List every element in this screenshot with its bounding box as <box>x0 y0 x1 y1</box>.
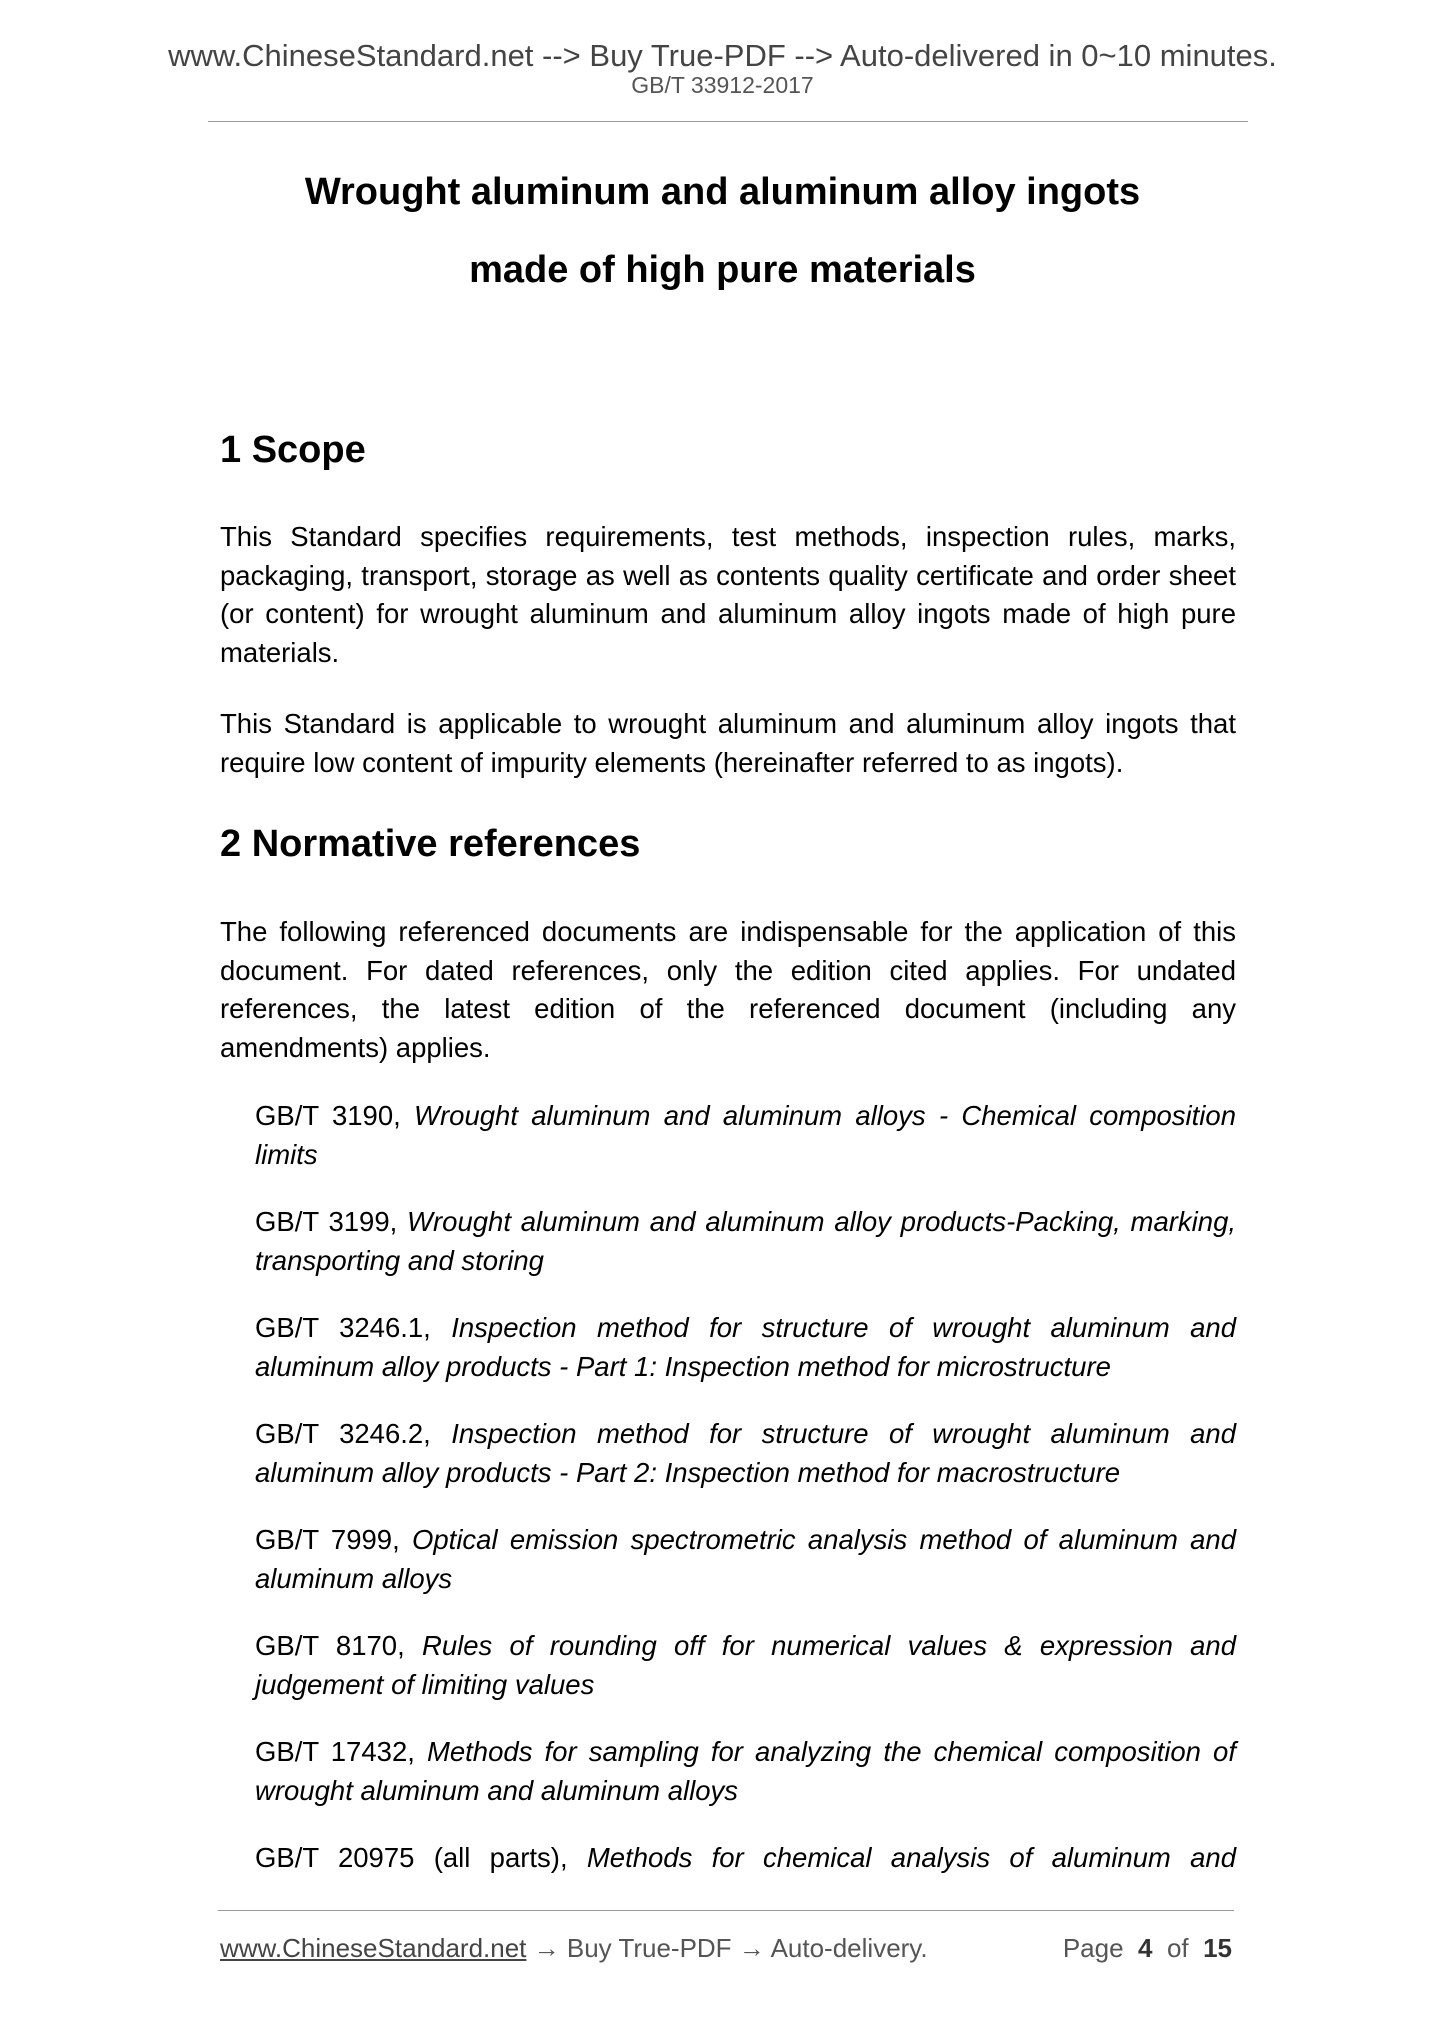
reference-code: GB/T 8170, <box>255 1630 405 1661</box>
reference-title: Wrought aluminum and aluminum alloy products-Packing, marking, transporting and storing <box>255 1206 1236 1276</box>
reference-title: Rules of rounding off for numerical values & expression and judgement of limiting values <box>255 1630 1237 1700</box>
reference-code: GB/T 17432, <box>255 1736 415 1767</box>
reference-code: GB/T 20975 (all parts), <box>255 1842 568 1873</box>
reference-code: GB/T 3199, <box>255 1206 398 1237</box>
reference-title: Methods for sampling for analyzing the chemical composition of wrought aluminum and aluminum alloys <box>255 1736 1236 1806</box>
reference-item <box>255 1733 1236 1810</box>
reference-code: GB/T 7999, <box>255 1524 400 1555</box>
reference-title: Methods for chemical analysis of aluminum and <box>586 1842 1236 1873</box>
header-divider <box>208 121 1248 122</box>
reference-title: Optical emission spectrometric analysis method of aluminum and aluminum alloys <box>255 1524 1236 1594</box>
scope-paragraph-1: This Standard specifies requirements, test methods, inspection rules, marks, packaging, transport, storage as well as contents quality certificate and order sheet (or content) for wrought aluminum and aluminum alloy ingots made of high pure materials. <box>220 521 1236 668</box>
section-heading-scope: 1 Scope <box>220 429 366 471</box>
document-title-line-2: made of high pure materials <box>469 249 976 291</box>
reference-title: Inspection method for structure of wrought aluminum and aluminum alloy products - Part 1: Inspection method for microstructure <box>255 1312 1236 1382</box>
footer-left <box>220 1932 928 1964</box>
section-heading-normative-references: 2 Normative references <box>220 823 641 865</box>
footer-tagline: → Buy True-PDF → Auto-delivery. <box>526 1933 928 1963</box>
reference-code: GB/T 3190, <box>255 1100 401 1131</box>
reference-item <box>255 1415 1236 1492</box>
header-banner: www.ChineseStandard.net --> Buy True-PDF --> Auto-delivered in 0~10 minutes. <box>168 38 1277 73</box>
reference-title: Wrought aluminum and aluminum alloys - Chemical composition limits <box>255 1100 1236 1170</box>
reference-item <box>255 1627 1236 1704</box>
page-indicator <box>1063 1932 1232 1964</box>
footer-site-link[interactable]: www.ChineseStandard.net <box>220 1933 527 1963</box>
reference-code: GB/T 3246.2, <box>255 1418 431 1449</box>
reference-item <box>255 1097 1236 1174</box>
reference-item <box>255 1839 1236 1878</box>
normative-references-intro: The following referenced documents are indispensable for the application of this document. For dated references, only the edition cited applies. For undated references, the latest edition of the referenced document (including any amendments) applies. <box>220 916 1236 1063</box>
reference-item <box>255 1203 1236 1280</box>
header-standard-number: GB/T 33912-2017 <box>631 72 814 98</box>
reference-code: GB/T 3246.1, <box>255 1312 431 1343</box>
document-title-line-1: Wrought aluminum and aluminum alloy ingots <box>304 171 1141 213</box>
footer-divider <box>218 1910 1234 1911</box>
scope-paragraph-2: This Standard is applicable to wrought aluminum and aluminum alloy ingots that require low content of impurity elements (hereinafter referred to as ingots). <box>220 708 1236 778</box>
reference-title: Inspection method for structure of wrought aluminum and aluminum alloy products - Part 2: Inspection method for macrostructure <box>255 1418 1236 1488</box>
reference-item <box>255 1521 1236 1598</box>
page-of-word: of <box>1166 1933 1189 1963</box>
page-word: Page <box>1062 1933 1124 1963</box>
reference-item <box>255 1309 1236 1386</box>
page-total-number: 15 <box>1203 1933 1232 1963</box>
page-current-number: 4 <box>1138 1933 1153 1963</box>
